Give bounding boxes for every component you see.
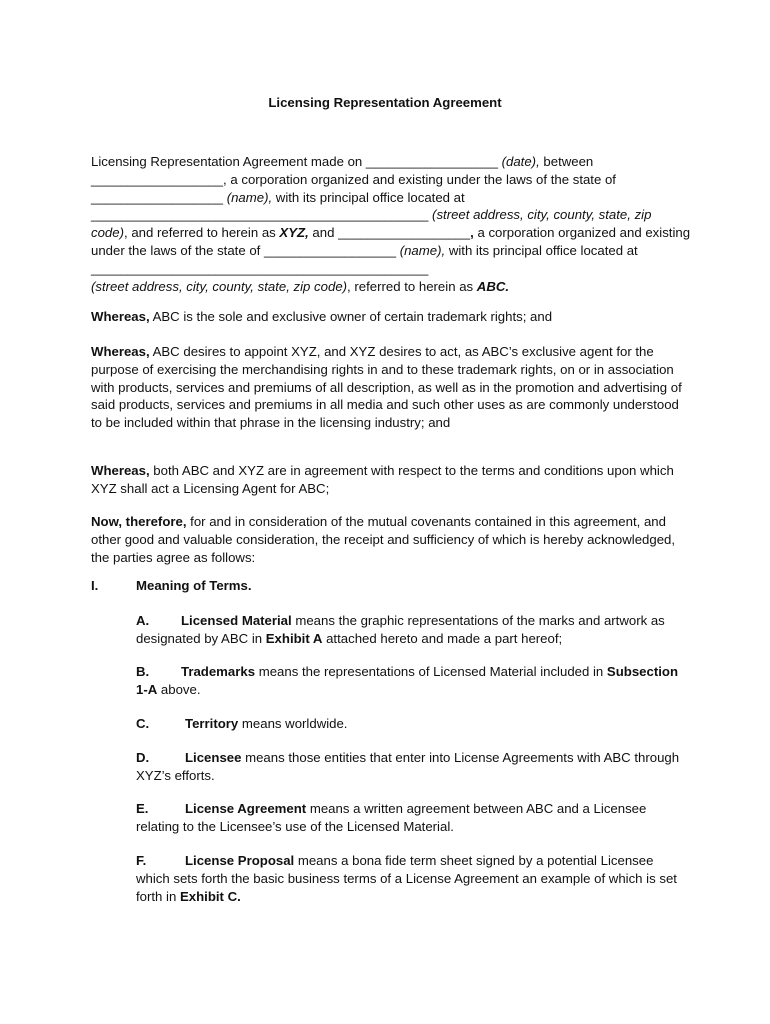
definition-text: means a written agreement between ABC and a Licensee relating to the Licensee’s use of the Licensed Material.: [136, 801, 647, 834]
definition-text: means worldwide.: [238, 716, 348, 731]
name-blank[interactable]: __________________: [91, 171, 224, 187]
intro-paragraph: [91, 153, 691, 295]
name-blank[interactable]: __________________: [338, 225, 471, 241]
section-number: I.: [91, 578, 99, 593]
now-therefore-paragraph: [91, 513, 691, 566]
whereas-lead: Whereas,: [91, 344, 150, 359]
whereas-lead: Whereas,: [91, 463, 150, 478]
now-therefore-text: for and in consideration of the mutual covenants contained in this agreement, and other good and valuable consideration, the receipt and sufficiency of which is hereby acknowledged, the parties agree as follows:: [91, 514, 676, 565]
definition-item-a: [136, 612, 681, 648]
definition-item-c: [136, 715, 681, 733]
whereas-lead: Whereas,: [91, 309, 150, 324]
definition-text: means a bona fide term sheet signed by a potential Licensee which sets forth the basic business terms of a License Agreement an example of which is set forth in: [136, 853, 677, 904]
item-letter: A.: [136, 613, 150, 628]
subsection-reference: Subsection 1-A: [136, 664, 678, 697]
intro-text: and: [308, 225, 339, 241]
whereas-paragraph-3: [91, 462, 691, 498]
defined-term: Licensee: [185, 750, 242, 765]
document-title: Licensing Representation Agreement: [268, 95, 502, 110]
section-heading: [91, 577, 252, 595]
definition-item-e: [136, 800, 681, 836]
name-label: (name),: [223, 189, 273, 205]
whereas-text: ABC is the sole and exclusive owner of certain trademark rights; and: [149, 309, 553, 324]
item-letter: F.: [136, 853, 147, 868]
intro-text: a corporation organized and existing under the laws of the state of: [91, 225, 691, 258]
exhibit-reference: Exhibit C.: [179, 888, 241, 904]
whereas-text: both ABC and XYZ are in agreement with respect to the terms and conditions upon which XYZ shall act a Licensing Agent for ABC;: [91, 463, 674, 496]
state-blank[interactable]: __________________: [264, 242, 397, 258]
section-title: Meaning of Terms.: [136, 578, 252, 593]
defined-term: License Agreement: [185, 801, 307, 816]
whereas-paragraph-2: [91, 343, 691, 432]
intro-text: , a corporation organized and existing under the laws of the state of: [223, 171, 616, 187]
definition-text: above.: [157, 681, 201, 697]
whereas-paragraph-1: [91, 308, 691, 326]
definition-text: means the representations of Licensed Material included in: [255, 664, 607, 679]
now-therefore-lead: Now, therefore,: [91, 514, 187, 529]
name-label: (name),: [396, 242, 446, 258]
state-blank[interactable]: __________________: [91, 189, 224, 205]
defined-term: License Proposal: [185, 853, 295, 868]
intro-text: with its principal office located at: [272, 189, 465, 205]
xyz-defined-term: XYZ,: [279, 225, 309, 241]
comma: ,: [470, 225, 474, 241]
address-blank[interactable]: ______________________________________________: [91, 260, 429, 276]
definition-text: means those entities that enter into License Agreements with ABC through XYZ’s efforts.: [136, 750, 680, 783]
definition-text: means the graphic representations of the marks and artwork as designated by ABC in: [136, 613, 665, 646]
address-label: (street address, city, county, state, zip code): [91, 207, 652, 241]
definition-item-f: [136, 852, 681, 905]
definition-item-b: [136, 663, 681, 699]
defined-term: Trademarks: [181, 664, 256, 679]
date-label: (date),: [497, 154, 540, 169]
exhibit-reference: Exhibit A: [265, 630, 323, 646]
item-letter: E.: [136, 801, 149, 816]
intro-text: , and referred to herein as: [124, 225, 280, 241]
abc-defined-term: ABC.: [476, 278, 510, 294]
intro-text: Licensing Representation Agreement made on: [91, 154, 366, 169]
whereas-text: ABC desires to appoint XYZ, and XYZ desires to act, as ABC’s exclusive agent for the purpose of exercising the merchandising rights in and to these trademark rights, on or in association with products, services and premiums of all description, as well as in the promotion and advertising of said products, services and premiums in all media and such other uses as are commonly understood to be included within that phrase in the licensing industry; and: [91, 344, 682, 431]
address-label: (street address, city, county, state, zip code): [91, 278, 348, 294]
defined-term: Licensed Material: [181, 613, 292, 628]
date-blank[interactable]: __________________: [365, 154, 498, 169]
address-blank[interactable]: ______________________________________________: [91, 207, 429, 223]
definition-text: attached hereto and made a part hereof;: [322, 630, 563, 646]
intro-text: with its principal office located at: [445, 242, 638, 258]
item-letter: C.: [136, 716, 150, 731]
definition-item-d: [136, 749, 681, 785]
intro-text: between: [539, 154, 594, 169]
item-letter: B.: [136, 664, 150, 679]
intro-text: , referred to herein as: [347, 278, 477, 294]
defined-term: Territory: [185, 716, 239, 731]
item-letter: D.: [136, 750, 150, 765]
